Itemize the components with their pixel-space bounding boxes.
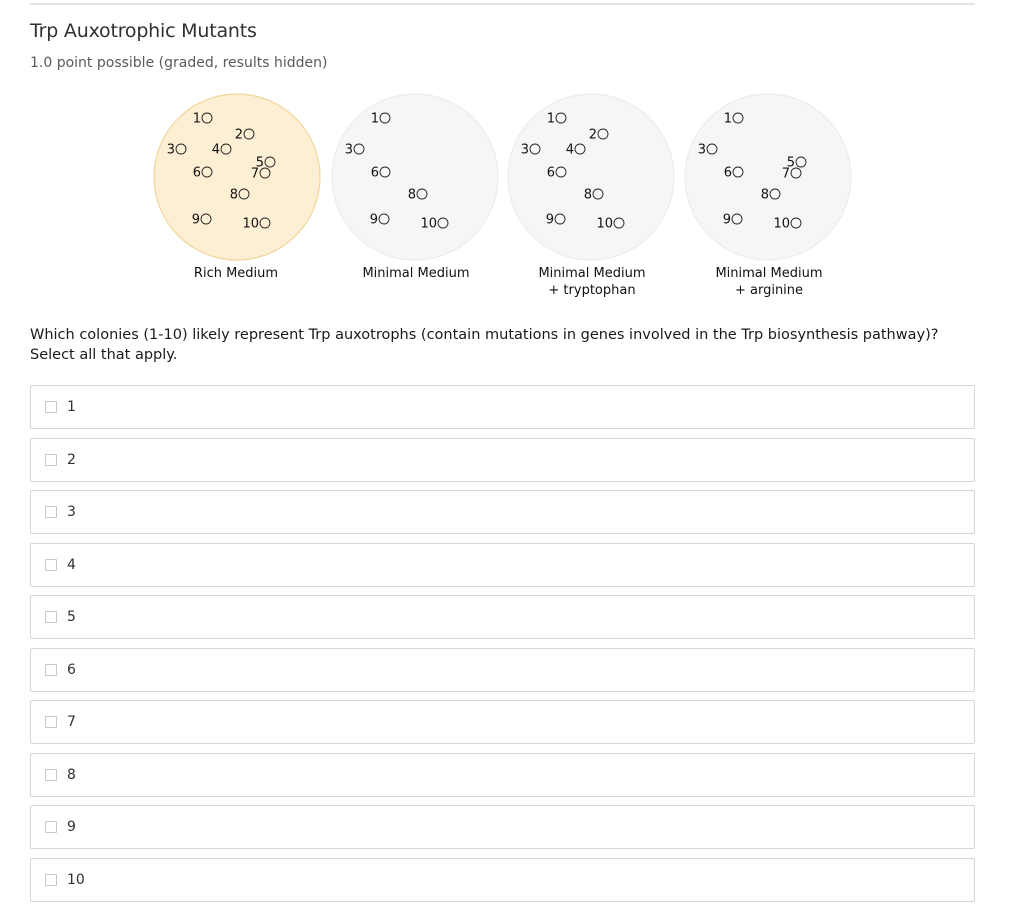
colony-number: 5 bbox=[255, 155, 264, 171]
choice-option[interactable] bbox=[30, 858, 975, 902]
top-divider bbox=[30, 3, 975, 5]
colony-number: 10 bbox=[242, 216, 259, 232]
colony-number: 1 bbox=[546, 111, 555, 127]
plate-caption-line: Rich Medium bbox=[193, 266, 279, 281]
points-possible: 1.0 point possible (graded, results hidden) bbox=[30, 55, 328, 71]
colony-number: 4 bbox=[211, 142, 220, 158]
plate-dish bbox=[332, 94, 498, 260]
colony-number: 3 bbox=[520, 142, 529, 158]
choice-option[interactable] bbox=[30, 490, 975, 534]
plate-caption-line: + arginine bbox=[734, 283, 804, 298]
choice-option[interactable] bbox=[30, 385, 975, 429]
colony-number: 1 bbox=[723, 111, 732, 127]
colony-number: 2 bbox=[588, 127, 597, 143]
choice-option[interactable] bbox=[30, 595, 975, 639]
plate-caption-minimal bbox=[316, 265, 516, 282]
colony-number: 8 bbox=[583, 187, 592, 203]
checkbox[interactable] bbox=[45, 874, 57, 886]
checkbox[interactable] bbox=[45, 664, 57, 676]
checkbox[interactable] bbox=[45, 454, 57, 466]
colony-number: 7 bbox=[250, 166, 259, 182]
choice-label: 4 bbox=[67, 556, 76, 573]
colony-number: 9 bbox=[369, 212, 378, 228]
plate-dish bbox=[508, 94, 674, 260]
plate-caption-line: Minimal Medium bbox=[715, 266, 823, 281]
plate bbox=[154, 94, 320, 260]
plate-caption-line: Minimal Medium bbox=[362, 266, 470, 281]
choice-option[interactable] bbox=[30, 700, 975, 744]
plate-caption-rich bbox=[136, 265, 336, 282]
checkbox[interactable] bbox=[45, 716, 57, 728]
plate-caption-line: Minimal Medium bbox=[538, 266, 646, 281]
question-prompt bbox=[30, 325, 990, 365]
choice-option[interactable] bbox=[30, 753, 975, 797]
choice-label: 5 bbox=[67, 609, 76, 625]
colony-number: 9 bbox=[722, 212, 731, 228]
choice-label: 9 bbox=[67, 819, 76, 835]
colony-number: 10 bbox=[596, 216, 613, 232]
colony-number: 9 bbox=[545, 212, 554, 228]
checkbox[interactable] bbox=[45, 821, 57, 833]
colony-number: 3 bbox=[166, 142, 175, 158]
choice-option[interactable] bbox=[30, 648, 975, 692]
colony-number: 6 bbox=[370, 165, 379, 181]
choice-label: 8 bbox=[67, 766, 76, 783]
colony-number: 10 bbox=[773, 216, 790, 232]
colony-number: 8 bbox=[229, 187, 238, 203]
choice-option[interactable] bbox=[30, 438, 975, 482]
colony-number: 1 bbox=[370, 111, 379, 127]
plate-caption-line: + tryptophan bbox=[548, 283, 636, 298]
plate bbox=[685, 94, 851, 260]
checkbox[interactable] bbox=[45, 401, 57, 413]
question-text: Which colonies (1-10) likely represent Trp auxotrophs (contain mutations in genes involved in the Trp biosynthesis pathway)? bbox=[30, 327, 939, 343]
colony-number: 4 bbox=[565, 142, 574, 158]
checkbox[interactable] bbox=[45, 506, 57, 518]
colony-number: 8 bbox=[760, 187, 769, 203]
colony-number: 1 bbox=[192, 111, 201, 127]
problem-title: Trp Auxotrophic Mutants bbox=[30, 20, 257, 42]
colony-number: 6 bbox=[546, 165, 555, 181]
choice-label: 7 bbox=[67, 714, 76, 730]
plate bbox=[508, 94, 674, 260]
colony-number: 9 bbox=[191, 212, 200, 228]
checkbox[interactable] bbox=[45, 559, 57, 571]
choice-option[interactable] bbox=[30, 805, 975, 849]
colony-number: 7 bbox=[781, 166, 790, 182]
question-instruction: Select all that apply. bbox=[30, 347, 178, 363]
choice-label: 3 bbox=[67, 504, 76, 520]
choice-label: 1 bbox=[67, 399, 76, 415]
plate-caption-minimal-arg bbox=[669, 265, 869, 299]
plate-dish bbox=[685, 94, 851, 260]
choice-list bbox=[30, 385, 975, 910]
colony-number: 5 bbox=[786, 155, 795, 171]
choice-label: 10 bbox=[67, 871, 85, 888]
checkbox[interactable] bbox=[45, 611, 57, 623]
choice-option[interactable] bbox=[30, 543, 975, 587]
colony-number: 10 bbox=[420, 216, 437, 232]
colony-number: 6 bbox=[723, 165, 732, 181]
colony-number: 2 bbox=[234, 127, 243, 143]
plate-caption-minimal-trp bbox=[492, 265, 692, 299]
choice-label: 2 bbox=[67, 451, 76, 468]
plate bbox=[332, 94, 498, 260]
checkbox[interactable] bbox=[45, 769, 57, 781]
plates-figure bbox=[0, 85, 1024, 315]
colony-number: 3 bbox=[344, 142, 353, 158]
choice-label: 6 bbox=[67, 661, 76, 678]
plate-dish bbox=[154, 94, 320, 260]
colony-number: 8 bbox=[407, 187, 416, 203]
colony-number: 6 bbox=[192, 165, 201, 181]
colony-number: 3 bbox=[697, 142, 706, 158]
